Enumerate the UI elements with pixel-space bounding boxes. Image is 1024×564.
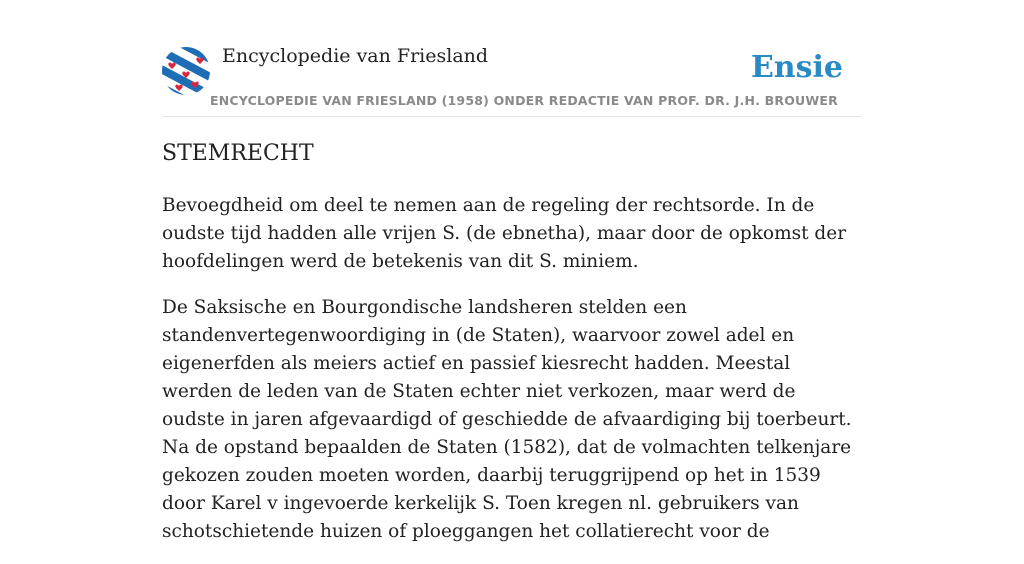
article-paragraph: Bevoegdheid om deel te nemen aan de regeling der rechtsorde. In de oudste tijd hadden alle vrijen S. (de ebnetha), maar door de opkomst der hoofdelingen werd de betekenis van dit S. miniem. (162, 195, 847, 272)
frisian-flag-icon[interactable] (162, 47, 210, 95)
site-subtitle: ENCYCLOPEDIE VAN FRIESLAND (1958) ONDER REDACTIE VAN PROF. DR. J.H. BROUWER (210, 93, 838, 108)
site-title[interactable]: Encyclopedie van Friesland (222, 45, 489, 67)
article-paragraph: De Saksische en Bourgondische landsheren stelden een standenvertegenwoordiging in (de Staten), waarvoor zowel adel en eigenerfden als meiers actief en passief kiesrecht hadden. Meestal werden de leden van de Staten echter niet verkozen, maar werd de oudste in jaren afgevaardigd of geschiedde de afvaardiging bij toerbeurt. Na de opstand bepaalden de Staten (1582), dat de volmachten telkenjare gekozen zouden moeten worden, daarbij teruggrijpend op het in 1539 door Karel v ingevoerde kerkelijk S. Toen kregen nl. gebruikers van schotschietende huizen of ploeggangen het collatierecht voor de (162, 297, 852, 542)
article-title: STEMRECHT (162, 141, 314, 166)
site-header (162, 44, 862, 117)
ensie-logo-link[interactable]: Ensie (750, 50, 843, 85)
article (162, 136, 862, 564)
